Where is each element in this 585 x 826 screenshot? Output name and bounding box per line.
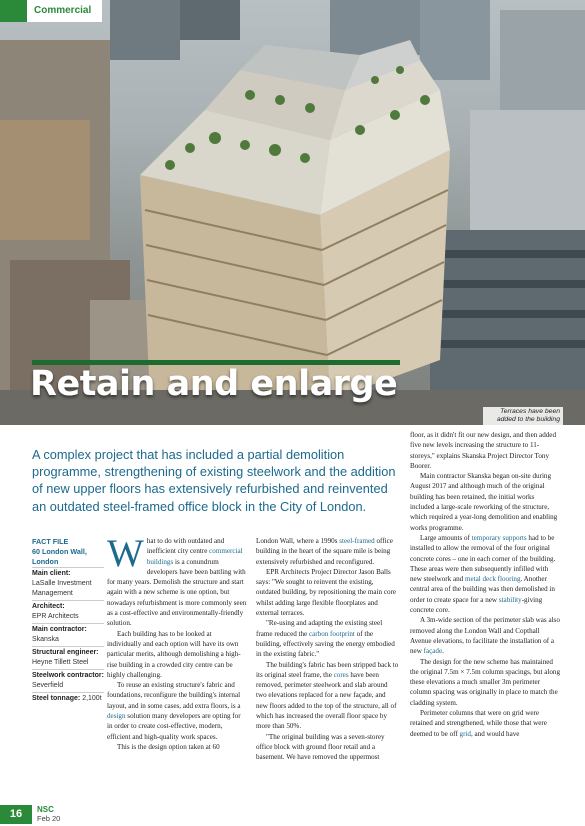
link-cores[interactable]: cores: [333, 670, 349, 679]
drop-cap: W: [107, 532, 144, 575]
text: had to be installed to allow the removal of the four original concrete cores – one in each corner of the building. These areas were then subsequently infilled with new steelwork and: [410, 533, 556, 584]
fact-label: Architect:: [32, 603, 65, 610]
text: To reuse an existing structure's fabric and foundations, reconfigure the building's internal layout, and in some cases, add extra floors, is a: [107, 681, 241, 710]
paragraph: This is the design option taken at 60: [117, 742, 220, 751]
fact-file-row: [32, 646, 104, 669]
link-commercial-buildings[interactable]: commercial buildings: [146, 547, 243, 566]
fact-label: Main contractor:: [32, 626, 87, 633]
link-temporary-supports[interactable]: temporary supports: [471, 533, 527, 542]
fact-file-row: [32, 623, 104, 646]
text: .: [442, 647, 444, 656]
text: office building in the heart of the square mile is being extensively refurbished and reconfigured.: [256, 537, 393, 566]
fact-file-location: 60 London Wall, London: [32, 547, 87, 566]
fact-label: Structural engineer:: [32, 649, 99, 656]
text: is a conundrum developers have been battling with for many years. Demolish the structure and start again with a new scheme is one option, but nowadays refurbishment is more commonly seen as a cost-effective and environmentally-friendly solution.: [107, 557, 247, 628]
text: . Another central area of the building was then demolished in order to create space for a new: [410, 575, 555, 604]
fact-file-row: [32, 567, 104, 600]
text: hat to do with outdated and inefficient city centre: [146, 537, 225, 556]
link-design[interactable]: design: [107, 712, 126, 721]
paragraph: [256, 618, 399, 659]
fact-value: 2,100t: [82, 695, 102, 702]
paragraph: [107, 532, 247, 629]
link-facade[interactable]: façade: [423, 647, 443, 656]
text: have been removed, perimeter steelwork and slab around two elevations replaced for a new façade, and new floors added to the top of the structure, all of which has increased the overall floor space by more than 50%.: [256, 670, 397, 731]
fact-label: Main client:: [32, 570, 71, 577]
fact-file-heading: FACT FILE: [32, 537, 69, 546]
paragraph: [256, 660, 399, 732]
paragraph: floor, as it didn't fit our new design, and then added five new levels increasing the structure to 11-storeys," explains Skanska Project Director Tony Boorer.: [410, 431, 556, 470]
paragraph: [107, 680, 247, 742]
link-grid[interactable]: grid: [459, 729, 471, 738]
text: Perimeter columns that were on grid were retained and strengthened, while those that were deemed to be off: [410, 709, 547, 738]
fact-value: EPR Architects: [32, 613, 79, 620]
paragraph: EPR Architects Project Director Jason Balls says: "We sought to reinvent the existing, outdated building, by repositioning the main core whilst adding large flexible floorplates and external terraces.: [256, 567, 397, 618]
paragraph: "The original building was a seven-storey office block with ground floor retail and a basement. We have removed the uppermost: [256, 732, 385, 762]
link-metal-deck-flooring[interactable]: metal deck flooring: [464, 575, 521, 584]
fact-label: Steelwork contractor:: [32, 672, 104, 679]
text: of the building, effectively saving the energy embodied in the existing fabric.": [256, 629, 395, 659]
paragraph: [410, 533, 560, 615]
page-number: 16: [0, 805, 32, 824]
text: -giving concrete core.: [410, 595, 543, 615]
body-column-2: [256, 536, 399, 763]
paragraph: The design for the new scheme has maintained the original 7.5m × 7.5m column spacings, but along these elevations a much smaller 3m perimeter column spacing was originally in place to match the cladding system.: [410, 657, 560, 707]
paragraph: Each building has to be looked at individually and each option will have its own particular merits, although demolishing a high-rise building in a crowded city centre can be highly challenging.: [107, 629, 241, 679]
paragraph: [410, 708, 560, 739]
text: solution many developers are opting for in order to create cost-effective, modern, efficient and high-quality work spaces.: [107, 712, 241, 741]
text: London Wall, where a 1990s: [256, 537, 340, 545]
text: The building's fabric has been stripped back to its original steel frame, the: [256, 660, 399, 679]
link-steel-framed[interactable]: steel-framed: [339, 537, 375, 545]
fact-file-row: [32, 669, 104, 692]
standfirst: A complex project that has included a partial demolition programme, strengthening of existing steelwork and the addition of new upper floors has extensively refurbished and reinvented an outdated steel-framed office block in the City of London.: [32, 447, 396, 514]
headline: Retain and enlarge: [30, 364, 398, 404]
paragraph: [410, 615, 560, 656]
link-carbon-footprint[interactable]: carbon footprint: [308, 629, 355, 638]
fact-label: Steel tonnage:: [32, 695, 81, 702]
issue-date: Feb 20: [37, 814, 61, 823]
fact-file-row: [32, 692, 104, 705]
fact-file: [32, 537, 104, 705]
section-tag: Commercial: [0, 0, 102, 22]
text: Large amounts of: [420, 533, 472, 542]
magazine-name: NSC: [37, 805, 54, 814]
text: , and would have: [470, 729, 520, 738]
fact-value: Heyne Tillett Steel: [32, 659, 89, 666]
fact-file-row: [32, 600, 104, 623]
paragraph: [256, 536, 399, 567]
fact-value: Severfield: [32, 682, 64, 689]
link-stability[interactable]: stability: [498, 595, 522, 604]
body-column-1: [107, 532, 247, 752]
fact-value: LaSalle Investment Management: [32, 580, 92, 597]
fact-value: Skanska: [32, 636, 59, 643]
paragraph: Main contractor Skanska began on-site during August 2017 and although much of the original building has been retained, the initial works included a large-scale reworking of the structure, which required a year-long demolition and enabling works programme.: [410, 472, 558, 532]
text: "Re-using and adapting the existing steel frame reduced the: [256, 619, 383, 638]
photo-caption: Terraces have been added to the building: [483, 407, 563, 425]
body-column-3: [410, 430, 560, 739]
text: A 3m-wide section of the perimeter slab was also removed along the London Wall and Copthall Avenue elevations, to facilitate the installation of a new: [410, 616, 560, 656]
